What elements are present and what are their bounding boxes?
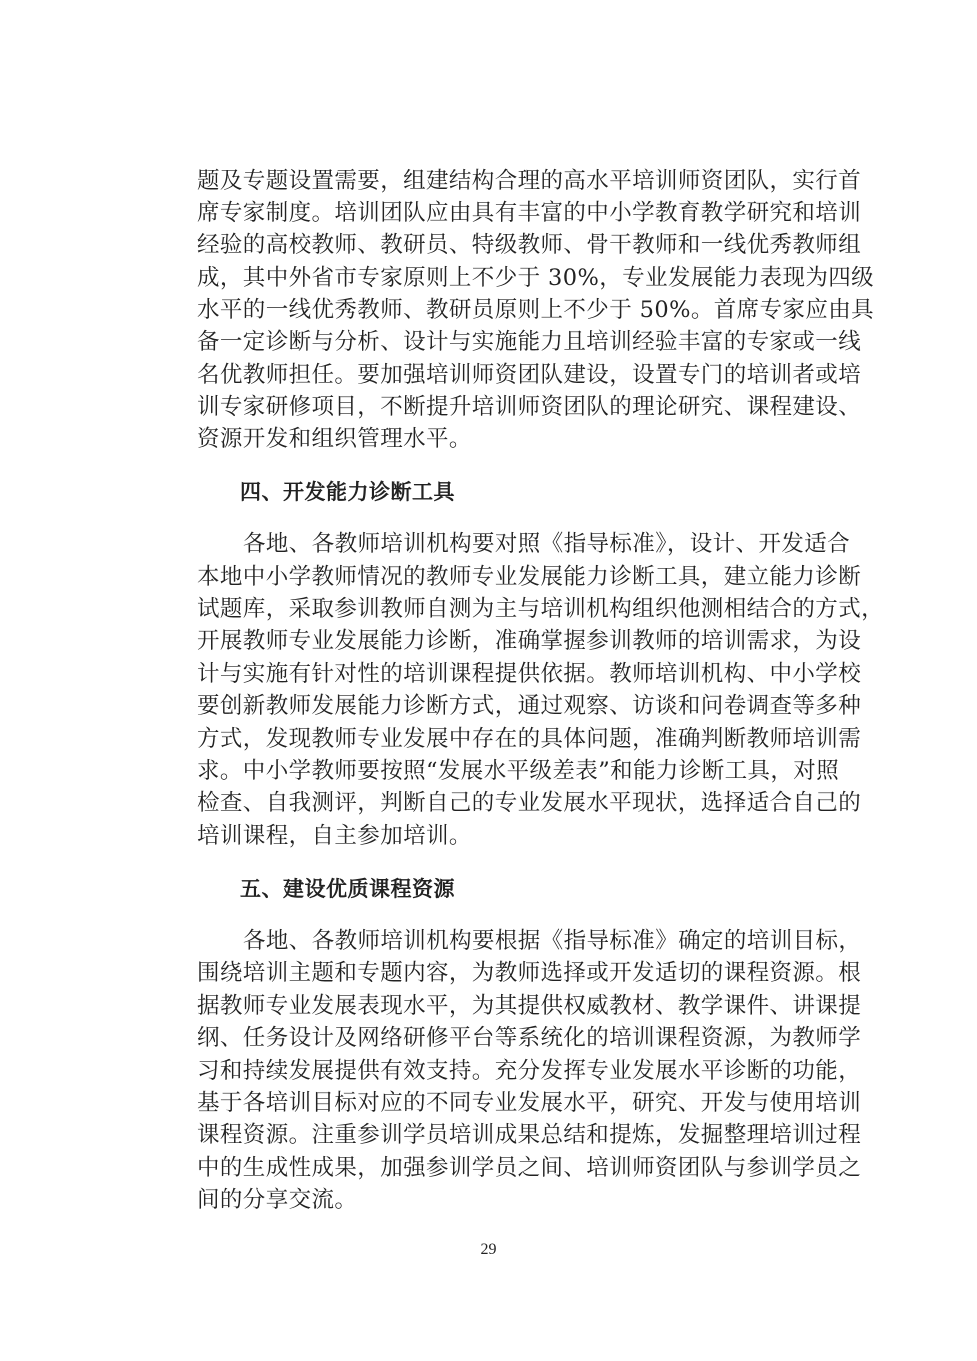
text-line: 要创新教师发展能力诊断方式，通过观察、访谈和问卷调查等多种	[197, 693, 862, 719]
page-number: 29	[480, 1241, 497, 1258]
text-line: 中的生成性成果，加强参训学员之间、培训师资团队与参训学员之	[197, 1155, 862, 1181]
section-heading-5: 五、建设优质课程资源	[240, 877, 455, 901]
text-line: 纲、任务设计及网络研修平台等系统化的培训课程资源，为教师学	[197, 1025, 862, 1051]
text-line: 训专家研修项目，不断提升培训师资团队的理论研究、课程建设、	[197, 394, 862, 420]
text-line: 备一定诊断与分析、设计与实施能力且培训经验丰富的专家或一线	[197, 329, 862, 355]
text-line: 开展教师专业发展能力诊断，准确掌握参训教师的培训需求，为设	[197, 628, 862, 654]
text-line: 水平的一线优秀教师、教研员原则上不少于 50%。首席专家应由具	[197, 297, 875, 323]
text-line: 检查、自我测评，判断自己的专业发展水平现状，选择适合自己的	[197, 790, 862, 816]
text-line: 求。中小学教师要按照“发展水平级差表”和能力诊断工具，对照	[197, 758, 840, 784]
text-line: 成，其中外省市专家原则上不少于 30%，专业发展能力表现为四级	[197, 265, 875, 291]
text-line: 本地中小学教师情况的教师专业发展能力诊断工具，建立能力诊断	[197, 564, 862, 590]
text-line: 各地、各教师培训机构要对照《指导标准》，设计、开发适合	[243, 531, 851, 557]
text-line: 经验的高校教师、教研员、特级教师、骨干教师和一线优秀教师组	[197, 232, 862, 258]
text-line: 名优教师担任。要加强培训师资团队建设，设置专门的培训者或培	[197, 362, 862, 388]
section-heading-4: 四、开发能力诊断工具	[240, 480, 455, 504]
text-line: 课程资源。注重参训学员培训成果总结和提炼，发掘整理培训过程	[197, 1122, 862, 1148]
text-line: 试题库，采取参训教师自测为主与培训机构组织他测相结合的方式，	[197, 596, 885, 622]
text-line: 习和持续发展提供有效支持。充分发挥专业发展水平诊断的功能，	[197, 1058, 862, 1084]
text-line: 基于各培训目标对应的不同专业发展水平，研究、开发与使用培训	[197, 1090, 862, 1116]
text-line: 间的分享交流。	[197, 1187, 358, 1213]
text-line: 计与实施有针对性的培训课程提供依据。教师培训机构、中小学校	[197, 661, 862, 687]
text-line: 据教师专业发展表现水平，为其提供权威教材、教学课件、讲课提	[197, 993, 862, 1019]
text-line: 席专家制度。培训团队应由具有丰富的中小学教育教学研究和培训	[197, 200, 862, 226]
text-line: 培训课程，自主参加培训。	[197, 823, 472, 849]
text-line: 资源开发和组织管理水平。	[197, 426, 472, 452]
text-line: 题及专题设置需要，组建结构合理的高水平培训师资团队，实行首	[197, 168, 862, 194]
text-line: 围绕培训主题和专题内容，为教师选择或开发适切的课程资源。根	[197, 960, 862, 986]
text-line: 方式，发现教师专业发展中存在的具体问题，准确判断教师培训需	[197, 726, 862, 752]
text-line: 各地、各教师培训机构要根据《指导标准》确定的培训目标，	[243, 928, 862, 954]
